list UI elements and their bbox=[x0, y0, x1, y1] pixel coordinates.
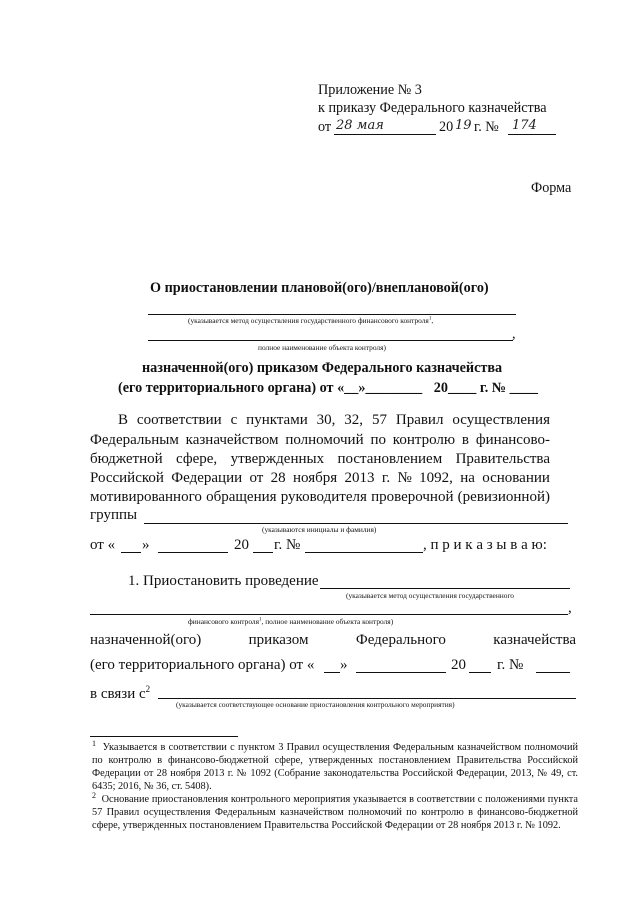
para-word: обращения bbox=[206, 489, 277, 505]
control-object-caption: полное наименование объекта контроля) bbox=[258, 343, 386, 352]
para-word: пунктами bbox=[246, 412, 308, 428]
paragraph-line-1 bbox=[118, 412, 550, 429]
order-date-handwritten: 28 мая bbox=[336, 118, 384, 133]
item1-year-prefix: 20 bbox=[451, 657, 466, 673]
para-word: 1092, bbox=[419, 470, 453, 486]
title-territorial-number: 20____ г. № ____ bbox=[433, 380, 538, 396]
para-word: сфере, bbox=[176, 451, 218, 467]
order-number-handwritten: 174 bbox=[512, 118, 537, 133]
item1-object-caption bbox=[188, 617, 393, 626]
item1-method-caption: (указывается метод осуществления государственного bbox=[346, 591, 514, 600]
item1-reason-text: в связи с bbox=[90, 686, 146, 702]
control-method-caption bbox=[188, 316, 433, 325]
footnote-2 bbox=[92, 793, 578, 832]
para-word: ноября bbox=[293, 470, 338, 486]
para-word: соответствии bbox=[136, 412, 222, 428]
control-method-caption-footnote: 1 bbox=[428, 316, 432, 322]
para-word: В bbox=[118, 412, 129, 428]
to-order-label: к приказу Федерального казначейства bbox=[318, 100, 547, 116]
para-word: № bbox=[397, 470, 412, 486]
group-word: группы bbox=[90, 507, 138, 523]
para-word: 28 bbox=[270, 470, 286, 486]
para-word: в bbox=[461, 432, 470, 448]
para-word: Российской bbox=[90, 470, 164, 486]
item1-object-caption-footnote: 1 bbox=[259, 617, 262, 623]
item1-reason-caption: (указывается соответствующее основание приостановления контрольного мероприятия) bbox=[176, 700, 455, 709]
para-word: с bbox=[230, 412, 238, 428]
document-title: О приостановлении плановой(ого)/внеплановой(ого) bbox=[150, 280, 489, 296]
paragraph-line-5 bbox=[90, 489, 550, 506]
item1-word: Федерального bbox=[355, 632, 446, 648]
para-word: г. bbox=[381, 470, 391, 486]
order-date-from: от « bbox=[90, 537, 116, 553]
order-date-number-line bbox=[305, 552, 423, 553]
control-object-line bbox=[148, 340, 513, 341]
para-word: руководителя bbox=[280, 489, 367, 505]
order-date-month-line bbox=[158, 552, 228, 553]
item1-territorial-prefix: (его территориального органа) от « bbox=[90, 657, 315, 673]
para-word: финансово- bbox=[475, 432, 550, 448]
para-word: основании bbox=[482, 470, 550, 486]
para-word: Правительства bbox=[455, 451, 550, 467]
footnote-1 bbox=[92, 741, 578, 793]
item1-word: казначейства bbox=[493, 632, 576, 648]
item1-month-line bbox=[356, 672, 446, 673]
paragraph-line-4 bbox=[90, 470, 550, 487]
para-word: Федерации bbox=[171, 470, 243, 486]
item1-appointed-line bbox=[90, 632, 576, 649]
footnote-1-number: 1 bbox=[92, 739, 96, 748]
order-number-prefix: г. № bbox=[474, 119, 499, 135]
title-territorial-line bbox=[118, 380, 538, 397]
para-word: полномочий bbox=[285, 432, 364, 448]
order-decree-word: , п р и к а з ы в а ю: bbox=[423, 537, 547, 553]
paragraph-line-3 bbox=[90, 451, 550, 468]
paragraph-line-2 bbox=[90, 432, 550, 449]
item1-object-line bbox=[90, 614, 568, 615]
footnote-2-text: Основание приостановления контрольного мероприятия указывается в соответствии с положениями пункта 57 Правил осуществления Федеральным казначейством полномочий по контролю в финансово-бюджетной сфере, утвержденных постановлением Правительства Российской Федерации от 28 ноября 2013 г. № 1092. bbox=[92, 794, 579, 831]
initials-line bbox=[144, 523, 568, 524]
para-word: контролю bbox=[392, 432, 456, 448]
item1-number-line bbox=[536, 672, 570, 673]
item1-object-caption-text: финансового контроля bbox=[188, 617, 260, 626]
para-word: по bbox=[370, 432, 386, 448]
order-date-year-prefix: 20 bbox=[234, 537, 249, 553]
initials-caption: (указываются инициалы и фамилия) bbox=[262, 525, 377, 534]
para-word: казначейством bbox=[185, 432, 279, 448]
order-date-day-line bbox=[121, 552, 141, 553]
para-word: 32, bbox=[344, 412, 364, 428]
footnote-separator bbox=[90, 736, 238, 737]
order-date-number-prefix: г. № bbox=[274, 537, 301, 553]
control-object-comma: , bbox=[512, 326, 516, 342]
order-year-handwritten: 19 bbox=[455, 118, 472, 133]
item1-suspend-text: 1. Приостановить проведение bbox=[128, 573, 319, 589]
control-method-line bbox=[148, 314, 516, 315]
item1-method-line bbox=[320, 588, 570, 589]
para-word: осуществления bbox=[452, 412, 550, 428]
item1-day-line bbox=[324, 672, 340, 673]
item1-word: назначенной(ого) bbox=[90, 632, 202, 648]
item1-year-line bbox=[469, 672, 491, 673]
order-year-prefix: 20 bbox=[439, 119, 454, 135]
item1-quote: » bbox=[340, 657, 348, 673]
order-date-year-line bbox=[253, 552, 273, 553]
item1-reason-line bbox=[158, 698, 576, 699]
para-word: (ревизионной) bbox=[457, 489, 550, 505]
order-date-line bbox=[334, 134, 436, 135]
para-word: проверочной bbox=[371, 489, 454, 505]
form-label: Форма bbox=[531, 180, 572, 196]
footnote-1-text: Указывается в соответствии с пунктом 3 Правил осуществления Федеральным казначейством полномочий по контролю в финансово-бюджетной сфере, утвержденных постановлением Правительства Российской Федерации от 28 ноября 2013 г. № 1092 (Собрание законодательства Российской Федерации, 2013, № 49, ст. 6435; 2016, № 36, ст. 5408). bbox=[92, 742, 579, 792]
para-word: на bbox=[460, 470, 475, 486]
control-method-caption-end: , bbox=[431, 316, 434, 325]
title-appointed-line: назначенной(ого) приказом Федерального казначейства bbox=[142, 360, 503, 376]
para-word: Правил bbox=[395, 412, 444, 428]
para-word: 30, bbox=[316, 412, 336, 428]
item1-word: приказом bbox=[248, 632, 309, 648]
item1-object-comma: , bbox=[568, 600, 572, 616]
order-number-line bbox=[508, 134, 556, 135]
para-word: постановлением bbox=[337, 451, 443, 467]
title-territorial-date: (его территориального органа) от «__»________ bbox=[118, 380, 423, 396]
item1-reason-footnote: 2 bbox=[145, 684, 151, 694]
para-word: 57 bbox=[371, 412, 387, 428]
control-method-caption-text: (указывается метод осуществления государственного финансового контроля bbox=[188, 316, 429, 325]
para-word: от bbox=[249, 470, 264, 486]
appendix-label: Приложение № 3 bbox=[318, 82, 422, 98]
para-word: Федеральным bbox=[90, 432, 179, 448]
item1-reason-label bbox=[90, 684, 150, 703]
para-word: мотивированного bbox=[90, 489, 202, 505]
para-word: бюджетной bbox=[90, 451, 163, 467]
footnote-2-number: 2 bbox=[92, 791, 96, 800]
para-word: утвержденных bbox=[230, 451, 325, 467]
order-date-quote: » bbox=[142, 537, 150, 553]
item1-number-prefix: г. № bbox=[497, 657, 524, 673]
order-from-prefix: от bbox=[318, 119, 332, 135]
para-word: 2013 bbox=[344, 470, 375, 486]
item1-object-caption-end: , полное наименование объекта контроля) bbox=[261, 617, 394, 626]
